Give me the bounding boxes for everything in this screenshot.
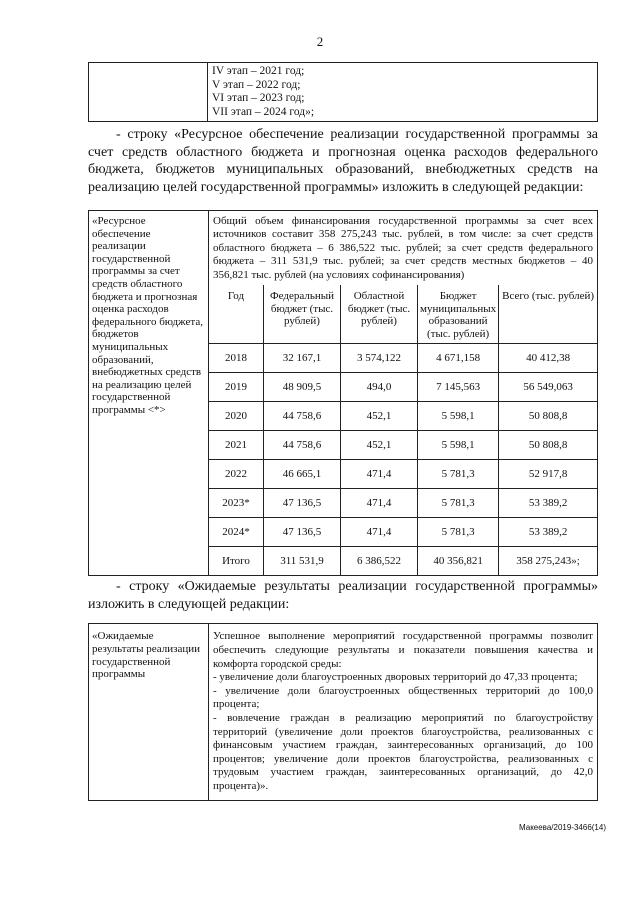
table-cell: 7 145,563 xyxy=(418,373,499,402)
table-cell: 5 598,1 xyxy=(418,402,499,431)
stages-table xyxy=(88,62,598,122)
table-cell: 452,1 xyxy=(341,402,418,431)
results-line: Успешное выполнение мероприятий государственной программы позволит обеспечить следующие результаты и показатели повышения качества и комфорта городской среды: xyxy=(213,630,593,670)
header-year: Год xyxy=(209,285,264,344)
page-number: 2 xyxy=(316,34,324,49)
table-cell: 52 917,8 xyxy=(499,460,597,489)
table-cell: Итого xyxy=(209,547,264,576)
table-row xyxy=(209,373,597,402)
table-cell: 2018 xyxy=(209,344,264,373)
table-cell: 48 909,5 xyxy=(264,373,341,402)
table-cell: 2020 xyxy=(209,402,264,431)
table-row xyxy=(209,547,597,576)
table-cell: 494,0 xyxy=(341,373,418,402)
table-cell: 5 781,3 xyxy=(418,489,499,518)
table-cell: 40 412,38 xyxy=(499,344,597,373)
table-cell: 311 531,9 xyxy=(264,547,341,576)
header-municipal: Бюджет муниципальных образований (тыс. рублей) xyxy=(418,285,499,344)
table-cell: 358 275,243»; xyxy=(499,547,597,576)
table-cell: 47 136,5 xyxy=(264,518,341,547)
stage-line: VI этап – 2023 год; xyxy=(212,92,305,104)
table-cell: 32 167,1 xyxy=(264,344,341,373)
table-row xyxy=(209,518,597,547)
table-cell: 44 758,6 xyxy=(264,402,341,431)
header-federal: Федеральный бюджет (тыс. рублей) xyxy=(264,285,341,344)
stages-cell xyxy=(208,63,598,122)
table-cell: 471,4 xyxy=(341,489,418,518)
table-cell: 53 389,2 xyxy=(499,489,597,518)
table-cell: 2021 xyxy=(209,431,264,460)
table-cell: 2019 xyxy=(209,373,264,402)
table-cell: 6 386,522 xyxy=(341,547,418,576)
table-cell: 50 808,8 xyxy=(499,402,597,431)
table-cell: 46 665,1 xyxy=(264,460,341,489)
results-line: - вовлечение граждан в реализацию мероприятий по благоустройству территорий (увеличение доли проектов благоустройства, реализованных с финансовым участием граждан, заинтересованных организаций, до 100 процентов; увеличение доли проектов благоустройства, реализованных с трудовым участием граждан, заинтересованных организаций, до 42,0 процента)». xyxy=(213,711,593,792)
paragraph-results: - строку «Ожидаемые результаты реализации государственной программы» изложить в следующей редакции: xyxy=(88,579,598,612)
resources-label: «Ресурсное обеспечение реализации государственной программы за счет средств областного бюджета и прогнозная оценка расходов федерального бюджета, бюджетов муниципальных образований, внебюджетных средств на реализацию целей государственной программы <*> xyxy=(89,211,209,576)
table-cell: 2023* xyxy=(209,489,264,518)
table-cell: 452,1 xyxy=(341,431,418,460)
stages-label-cell xyxy=(89,63,208,122)
results-line: - увеличение доли благоустроенных общественных территорий до 100,0 процента; xyxy=(213,684,593,711)
footer-reference: Макеева/2019-3466(14) xyxy=(518,822,606,832)
table-cell: 50 808,8 xyxy=(499,431,597,460)
table-cell: 56 549,063 xyxy=(499,373,597,402)
results-label: «Ожидаемые результаты реализации государственной программы xyxy=(89,624,209,800)
header-total: Всего (тыс. рублей) xyxy=(499,285,597,344)
stage-line: IV этап – 2021 год; xyxy=(212,65,305,77)
resources-table xyxy=(88,210,598,576)
table-cell: 4 671,158 xyxy=(418,344,499,373)
table-row xyxy=(209,431,597,460)
table-row xyxy=(209,402,597,431)
table-cell: 3 574,122 xyxy=(341,344,418,373)
table-cell: 47 136,5 xyxy=(264,489,341,518)
table-cell: 5 781,3 xyxy=(418,518,499,547)
table-row xyxy=(209,489,597,518)
table-row xyxy=(209,344,597,373)
table-cell: 2024* xyxy=(209,518,264,547)
table-cell: 40 356,821 xyxy=(418,547,499,576)
table-cell: 5 781,3 xyxy=(418,460,499,489)
resources-summary: Общий объем финансирования государственной программы за счет всех источников составит 358 275,243 тыс. рублей, в том числе: за счет средств областного бюджета – 6 386,522 тыс. рублей; за счет средств федерального бюджета – 311 531,9 тыс. рублей; за счет средств местных бюджетов – 40 356,821 тыс. рублей (на условиях софинансирования) xyxy=(213,215,593,281)
table-cell: 2022 xyxy=(209,460,264,489)
results-table xyxy=(88,623,598,800)
paragraph-resources: - строку «Ресурсное обеспечение реализации государственной программы за счет средств областного бюджета и прогнозная оценка расходов федерального бюджета, бюджетов муниципальных образований, внебюджетных средств на реализацию целей государственной программы» изложить в следующей редакции: xyxy=(88,127,598,195)
table-row xyxy=(209,460,597,489)
results-line: - увеличение доли благоустроенных дворовых территорий до 47,33 процента; xyxy=(213,671,578,684)
stage-line: V этап – 2022 год; xyxy=(212,78,301,91)
funding-table xyxy=(209,285,597,575)
table-cell: 5 598,1 xyxy=(418,431,499,460)
table-cell: 53 389,2 xyxy=(499,518,597,547)
header-regional: Областной бюджет (тыс. рублей) xyxy=(341,285,418,344)
table-cell: 44 758,6 xyxy=(264,431,341,460)
table-cell: 471,4 xyxy=(341,518,418,547)
table-cell: 471,4 xyxy=(341,460,418,489)
stage-line: VII этап – 2024 год»; xyxy=(212,105,315,118)
results-content xyxy=(209,624,598,800)
